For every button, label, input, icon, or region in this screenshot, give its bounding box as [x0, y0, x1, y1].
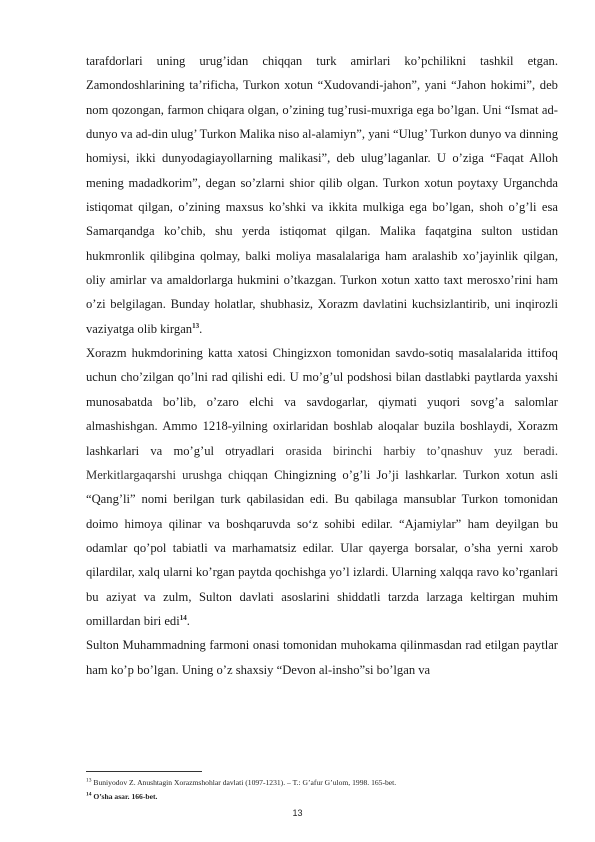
text-line: muhim omillardan biri edi: [86, 589, 558, 628]
text-line: malikasi”, deb ulug’laganlar. U o’ziga “Faqat Alloh mening madadkorim”, degan: [86, 151, 558, 190]
text-line: xalq ularni ko’rgan paytda qochishga yo’l izlardi. Ularning xalqqa ravo ko’rganlari: [138, 565, 558, 580]
text-line: bo’lgan. Uni “Ismat ad-dunyo va ad-din ulug’ Turkon Malika niso al-alamiyn”,: [86, 102, 559, 142]
footnotes: [86, 776, 558, 804]
text-line: Samarqandga ko’chib, shu yerda istiqomat qilgan. Malika faqatgina sulton ustidan: [86, 224, 558, 239]
footnote-ref-14[interactable]: 14: [179, 613, 187, 622]
paragraph-2: [86, 341, 558, 633]
footnote-ref-13[interactable]: 13: [192, 321, 200, 330]
text-line: Sulton Muhammadning farmoni onasi tomonidan muhokama qilinmasdan rad: [86, 638, 482, 653]
paragraph-3: [86, 633, 558, 682]
text-line: masalalarida ittifoq uchun cho’zilgan qo’lni rad qilishi edi. U mo’g’ul podshosi: [86, 346, 558, 385]
body-text: [86, 49, 558, 682]
footnote-text: O’sha asar. 166-bet.: [91, 792, 158, 801]
footnote-number: 14: [86, 791, 92, 798]
text-line: qiymati yuqori sovg’a salomlar almashishgan. Ammo 1218-yilning oxirlaridan: [86, 394, 559, 434]
text-line: va boshqaruvda so‘z sohibi edilar. “Ajamiylar” ham deyilgan bu odamlar qo’pol: [86, 516, 558, 555]
text-line: hukmronlik qilibgina qolmay, balki moliya masalalariga ham aralashib xo’jayinlik: [86, 248, 519, 263]
page-number: 13: [292, 808, 303, 818]
text-line: kuchsizlantirib, uni inqirozli vaziyatga olib kirgan: [86, 297, 558, 336]
text-line: boshlab aloqalar buzila boshlaydi, Xorazm lashkarlari va mo’g’ul otryadlari: [86, 419, 558, 458]
text-line: tabiatli va marhamatsiz edilar. Ular qayerga borsalar, o’sha yerni xarob qilardilar,: [86, 540, 558, 580]
footnote-text: Buniyodov Z. Anushtagin Xorazmshohlar davlati (1097-1231). – T.: G’afur G’ulom, 1998. 165-bet.: [91, 778, 397, 787]
text-line: merosxo’rini ham o’zi belgilagan. Bunday holatlar, shubhasiz, Xorazm davlatini: [86, 273, 558, 312]
text-line: Chingizning o’g’li Jo’ji lashkarlar. Turkon xotun asli “Qang’li” nomi berilgan turk: [86, 467, 559, 507]
text-line: etilgan paytlar ham ko’p bo’lgan. Uning o’z shaxsiy “Devon al-insho”si bo’lgan va: [86, 638, 558, 677]
text-line: yani “Ulug’ Turkon dunyo va dinning homiysi, ikki dunyodagiayollarning: [86, 127, 558, 166]
text-line: Zamondoshlarining ta’rificha, Turkon xotun “Xudovandi-jahon”, yani “Jahon: [86, 78, 487, 93]
text-line: bilan dastlabki paytlarda yaxshi munosabatda bo’lib, o’zaro elchi va savdogarlar,: [86, 370, 558, 409]
footnote-divider: [86, 771, 202, 772]
footnote-number: 13: [86, 777, 92, 784]
text-line: qabilasidan edi. Bu qabilaga mansublar Turkon tomonidan doimo himoya qilinar: [86, 492, 558, 531]
footnote-14: [86, 790, 558, 804]
text-line: o’zining maxsus ko’shki va ikkita mulkiga ega bo’lgan, shoh o’g’li esa: [178, 200, 559, 215]
text-line: so’zlarni shior qilib olgan. Turkon xotun poytaxy Urganchda istiqomat qilgan,: [86, 175, 558, 215]
text-line: bu aziyat va zulm, Sulton davlati asoslarini shiddatli tarzda larzaga keltirgan: [86, 589, 515, 604]
text-line: qilgan, oliy amirlar va amaldorlarga hukmini o’tkazgan. Turkon xotun xatto taxt: [86, 248, 558, 288]
paragraph-1: [86, 49, 558, 341]
footnote-13: [86, 776, 558, 790]
sentence-end: .: [199, 321, 203, 336]
sentence-end: .: [186, 613, 190, 628]
text-line: tarafdorlari uning urug’idan chiqqan turk amirlari ko’pchilikni tashkil etgan.: [86, 54, 558, 68]
text-line: Xorazm hukmdorining katta xatosi Chingizxon tomonidan savdo-sotiq: [86, 346, 454, 361]
text-line: orasida birinchi harbiy to’qnashuv yuz beradi. Merkitlargaqarshi urushga chiqqan: [86, 443, 558, 482]
text-line: hokimi”, deb nom qozongan, farmon chiqara olgan, o’zining tug’rusi-muxriga ega: [86, 78, 558, 117]
